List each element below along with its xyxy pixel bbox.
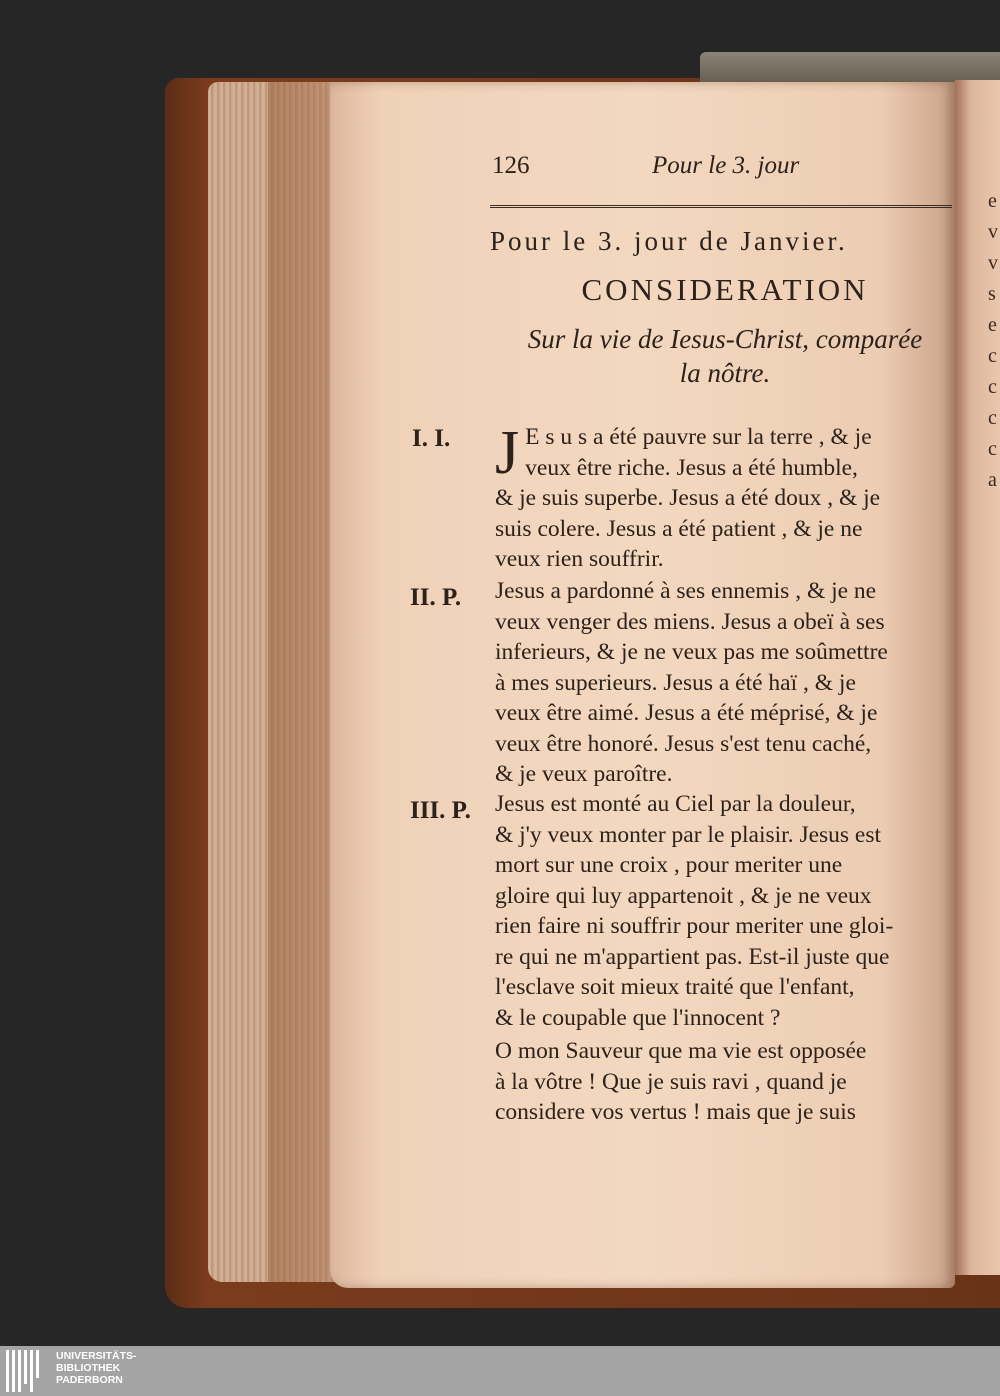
text-line: & j'y veux monter par le plaisir. Jesus est: [495, 821, 882, 848]
text-line: & je veux paroître.: [495, 761, 673, 787]
facing-page-letter: e: [988, 314, 997, 336]
heading: CONSIDERATION: [581, 272, 869, 307]
drop-cap: J: [495, 422, 520, 487]
facing-page-letter: c: [988, 407, 997, 429]
text-line: Jesus a pardonné à ses ennemis , & je ne: [495, 578, 877, 604]
text-line: E s u s a été pauvre sur la terre , & je: [525, 424, 872, 450]
header-rule: [490, 205, 952, 208]
facing-page-letter: c: [988, 376, 997, 398]
text-line: veux venger des miens. Jesus a obeï à ses: [495, 608, 885, 635]
library-name-line: BIBLIOTHEK: [56, 1362, 121, 1374]
text-line: à la vôtre ! Que je suis ravi , quand je: [495, 1068, 847, 1095]
text-line: re qui ne m'appartient pas. Est-il juste que: [495, 943, 890, 970]
facing-page-letter: c: [988, 438, 997, 460]
facing-page-letter: e: [988, 190, 997, 212]
facing-page-letter: s: [988, 283, 996, 305]
subheading-line-1: Sur la vie de Iesus-Christ, comparée: [527, 324, 923, 354]
text-line: veux rien souffrir.: [495, 546, 664, 572]
text-line: veux être aimé. Jesus a été méprisé, & je: [495, 700, 878, 726]
facing-page-letter: c: [988, 345, 997, 367]
text-line: O mon Sauveur que ma vie est opposée: [495, 1038, 867, 1064]
library-logo-icon: [6, 1350, 46, 1392]
text-line: mort sur une croix , pour meriter une: [495, 852, 843, 878]
library-footer: [0, 1346, 1000, 1396]
point-2-text: [495, 576, 955, 790]
closing-paragraph: [495, 1036, 955, 1128]
library-name-line: UNIVERSITÄTS-: [56, 1350, 137, 1362]
facing-page-letter: v: [988, 252, 998, 274]
facing-page-letter: a: [988, 469, 997, 491]
text-line: Jesus est monté au Ciel par la douleur,: [495, 791, 856, 817]
library-name-line: PADERBORN: [56, 1374, 123, 1386]
section-title: Pour le 3. jour de Janvier.: [490, 226, 848, 256]
text-line: l'esclave soit mieux traité que l'enfant,: [495, 974, 855, 1000]
running-head: Pour le 3. jour: [652, 152, 800, 179]
library-name: [56, 1350, 137, 1386]
point-label-2: II. P.: [410, 584, 462, 611]
point-label-1: I. I.: [412, 425, 451, 452]
point-label-3: III. P.: [410, 797, 471, 824]
facing-page-letter: v: [988, 221, 998, 243]
text-line: gloire qui luy appartenoit , & je ne veux: [495, 882, 872, 909]
text-line: & le coupable que l'innocent ?: [495, 1004, 781, 1031]
text-line: veux être riche. Jesus a été humble,: [525, 454, 858, 481]
text-line: & je suis superbe. Jesus a été doux , & je: [495, 485, 881, 511]
subheading-line-2: la nôtre.: [679, 358, 771, 388]
point-3-text: [495, 789, 955, 1033]
text-line: inferieurs, & je ne veux pas me soûmettre: [495, 639, 888, 665]
text-line: considere vos vertus ! mais que je suis: [495, 1099, 856, 1125]
text-line: veux être honoré. Jesus s'est tenu caché,: [495, 730, 872, 757]
facing-page-text: [988, 186, 1000, 496]
text-line: à mes superieurs. Jesus a été haï , & je: [495, 669, 856, 696]
page-number: 126: [492, 152, 530, 179]
point-1-text: [495, 422, 955, 575]
text-line: rien faire ni souffrir pour meriter une gloi-: [495, 913, 894, 939]
text-line: suis colere. Jesus a été patient , & je ne: [495, 515, 863, 542]
subheading: [480, 322, 970, 390]
